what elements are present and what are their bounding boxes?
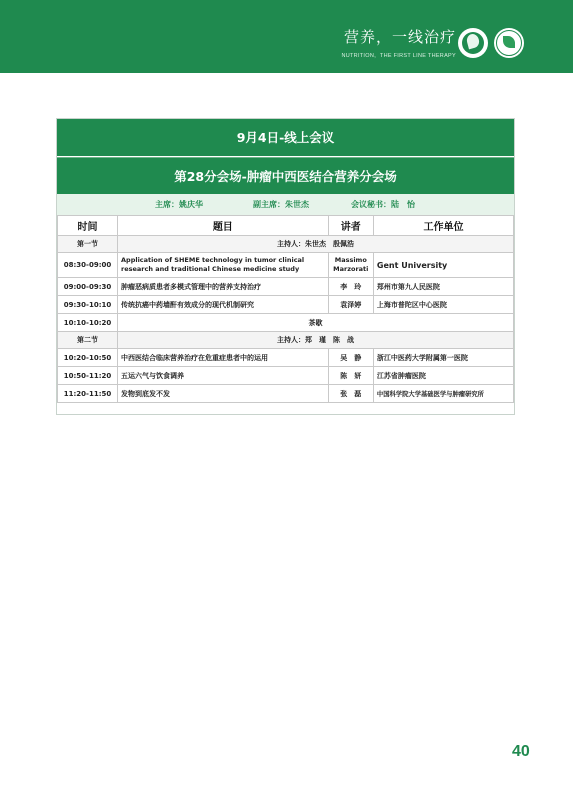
session-speaker: 陈 妍 (328, 367, 373, 385)
table-row (58, 349, 514, 367)
session-time: 09:00-09:30 (58, 278, 118, 296)
column-header: 工作单位 (373, 216, 513, 236)
table-row (58, 367, 514, 385)
session-unit: 上海市普陀区中心医院 (373, 296, 513, 314)
session-time: 11:20-11:50 (58, 385, 118, 403)
society-seal-icon (494, 28, 524, 58)
vice-chair-name: 副主席：朱世杰 (253, 200, 309, 209)
nutrition-logo-icon (458, 28, 488, 58)
schedule-card (56, 118, 515, 415)
page-header (0, 0, 573, 73)
chair-name: 主席：姚庆华 (155, 200, 203, 209)
session-time: 08:30-09:00 (58, 253, 118, 278)
session-speaker: Massimo Marzorati (328, 253, 373, 278)
section-host: 主持人：朱世杰 殷佩浩 (118, 236, 514, 253)
session-speaker: 袁泽婷 (328, 296, 373, 314)
session-topic: 发物到底发不发 (118, 385, 329, 403)
session-unit: Gent University (373, 253, 513, 278)
section-row (58, 236, 514, 253)
session-speaker: 张 磊 (328, 385, 373, 403)
venue-title: 第28分会场-肿瘤中西医结合营养分会场 (57, 157, 514, 195)
slogan: 营养，一线治疗 (343, 28, 456, 46)
session-time: 10:20-10:50 (58, 349, 118, 367)
column-header: 题目 (118, 216, 329, 236)
day-title: 9月4日-线上会议 (57, 119, 514, 156)
section-row (58, 332, 514, 349)
session-time: 10:50-11:20 (58, 367, 118, 385)
table-row (58, 296, 514, 314)
session-topic: 肿瘤恶病质患者多模式管理中的营养支持治疗 (118, 278, 329, 296)
session-unit: 浙江中医药大学附属第一医院 (373, 349, 513, 367)
table-row (58, 278, 514, 296)
session-unit: 郑州市第九人民医院 (373, 278, 513, 296)
column-header: 讲者 (328, 216, 373, 236)
chairs-row (57, 194, 514, 215)
break-time: 10:10-10:20 (58, 314, 118, 332)
break-row (58, 314, 514, 332)
section-label: 第二节 (58, 332, 118, 349)
slogan-english: NUTRITION，THE FIRST LINE THERAPY (341, 53, 456, 59)
table-row (58, 253, 514, 278)
table-row (58, 385, 514, 403)
page-number: 40 (512, 743, 530, 760)
session-topic: 五运六气与饮食调养 (118, 367, 329, 385)
session-speaker: 李 玲 (328, 278, 373, 296)
schedule-table (57, 215, 514, 403)
session-topic: 传统抗癌中药墙酐有效成分的现代机制研究 (118, 296, 329, 314)
session-time: 09:30-10:10 (58, 296, 118, 314)
session-topic: 中西医结合临床营养治疗在危重症患者中的运用 (118, 349, 329, 367)
section-host: 主持人：郑 瑾 陈 战 (118, 332, 514, 349)
secretary-name: 会议秘书：陆 怡 (351, 200, 415, 209)
session-unit: 中国科学院大学基础医学与肿瘤研究所 (373, 385, 513, 403)
column-header: 时间 (58, 216, 118, 236)
session-topic: Application of SHEME technology in tumor clinical research and traditional Chinese medicine study (118, 253, 329, 278)
session-unit: 江苏省肿瘤医院 (373, 367, 513, 385)
session-speaker: 吴 静 (328, 349, 373, 367)
section-label: 第一节 (58, 236, 118, 253)
break-label: 茶歇 (118, 314, 514, 332)
table-header-row (58, 216, 514, 236)
